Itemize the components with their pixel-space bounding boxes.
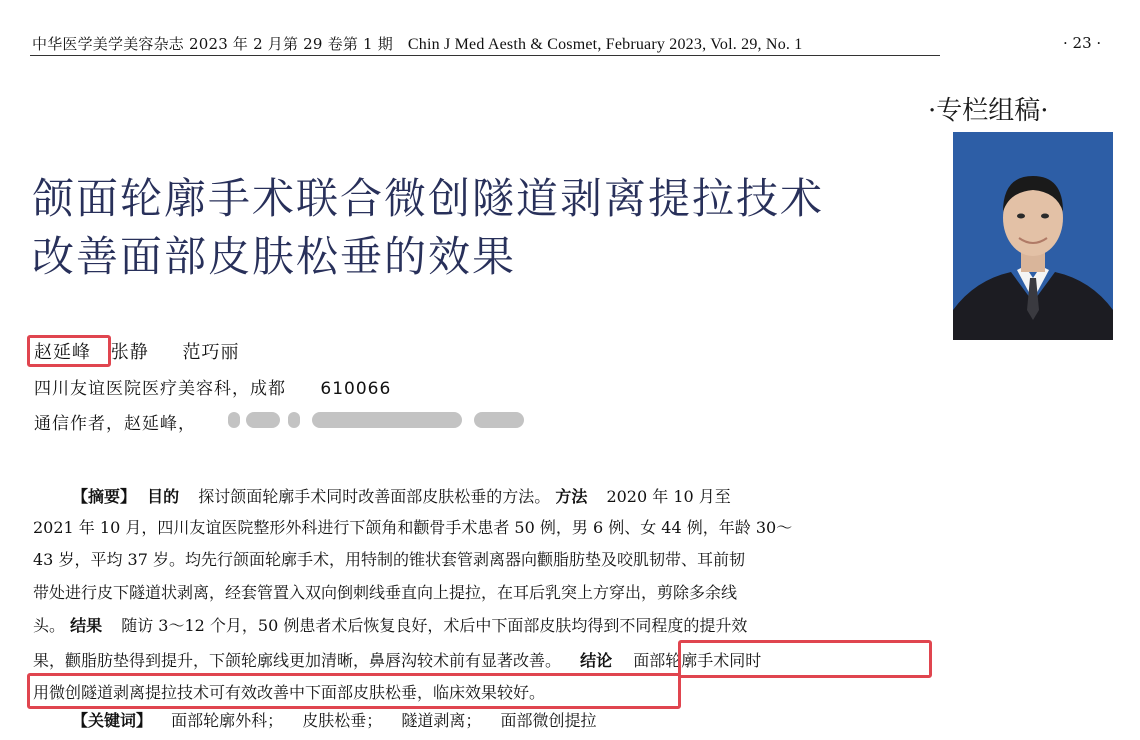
affiliation-name: 四川友谊医院医疗美容科，成都: [34, 379, 286, 399]
journal-header-en: Chin J Med Aesth & Cosmet, February 2023, Vol. 29, No. 1: [407, 36, 803, 53]
affiliation: [34, 374, 391, 399]
abstract-line-5: [33, 613, 747, 636]
result-text-end: 果，颧脂肪垫得到提升，下颌轮廓线更加清晰，鼻唇沟较术前有显著改善。: [33, 651, 562, 670]
conclusion-highlight-top: [678, 640, 932, 678]
aim-label: 目的: [147, 487, 180, 506]
keyword-2: 皮肤松垂；: [302, 711, 383, 730]
abstract-line-4: 带处进行皮下隧道状剥离，经套管置入双向倒刺线垂直向上提拉，在耳后乳突上方穿出，剪除多余线: [33, 583, 738, 602]
journal-header: [32, 33, 803, 54]
conclusion-text-start: 面部轮廓手术同时: [633, 651, 762, 670]
method-text-start: 2020 年 10 月至: [606, 487, 731, 506]
keywords-label: 【关键词】: [72, 711, 153, 730]
column-tag: ·专栏组稿·: [928, 96, 1049, 126]
result-label: 结果: [70, 616, 103, 635]
result-text: 随访 3～12 个月，50 例患者术后恢复良好，术后中下面部皮肤均得到不同程度的提升效: [121, 616, 748, 635]
abstract-line-2: 2021 年 10 月，四川友谊医院整形外科进行下颌角和颧骨手术患者 50 例，男 6 例、女 44 例，年龄 30～: [33, 518, 793, 537]
journal-header-cn: 中华医学美学美容杂志 2023 年 2 月第 29 卷第 1 期: [32, 35, 393, 53]
abstract-line-6: [33, 648, 761, 671]
affiliation-postcode: 610066: [320, 379, 392, 399]
author-1: 赵延峰: [34, 342, 91, 363]
corresponding-author: [34, 409, 196, 434]
author-3: 范巧丽: [182, 342, 240, 363]
corresponding-author-label: 通信作者，赵延峰，: [34, 414, 196, 434]
redacted-email: [228, 409, 524, 431]
abstract-line-3: 43 岁，平均 37 岁。均先行颌面轮廓手术，用特制的锥状套管剥离器向颧脂肪垫及咬肌韧带、耳前韧: [33, 550, 745, 569]
header-rule: [30, 55, 940, 56]
abstract-label: 【摘要】: [72, 487, 137, 506]
title-line-1: 颌面轮廓手术联合微创隧道剥离提拉技术: [32, 174, 825, 223]
author-list: [34, 338, 239, 364]
keyword-3: 隧道剥离；: [401, 711, 482, 730]
author-photo: [953, 132, 1113, 340]
conclusion-highlight-bottom: [27, 673, 681, 709]
method-text-end: 头。: [33, 616, 66, 635]
keywords: [72, 708, 596, 731]
keyword-1: 面部轮廓外科；: [171, 711, 284, 730]
keyword-4: 面部微创提拉: [500, 711, 597, 730]
abstract-line-1: [72, 484, 731, 507]
conclusion-label: 结论: [580, 651, 613, 670]
aim-text: 探讨颌面轮廓手术同时改善面部皮肤松垂的方法。: [198, 487, 551, 506]
author-2: 张静: [110, 342, 149, 363]
page-number: · 23 ·: [1063, 34, 1102, 52]
abstract-line-7: 用微创隧道剥离提拉技术可有效改善中下面部皮肤松垂，临床效果较好。: [33, 683, 546, 702]
method-label: 方法: [555, 487, 588, 506]
title-line-2: 改善面部皮肤松垂的效果: [32, 232, 517, 281]
article-title: [32, 170, 932, 286]
